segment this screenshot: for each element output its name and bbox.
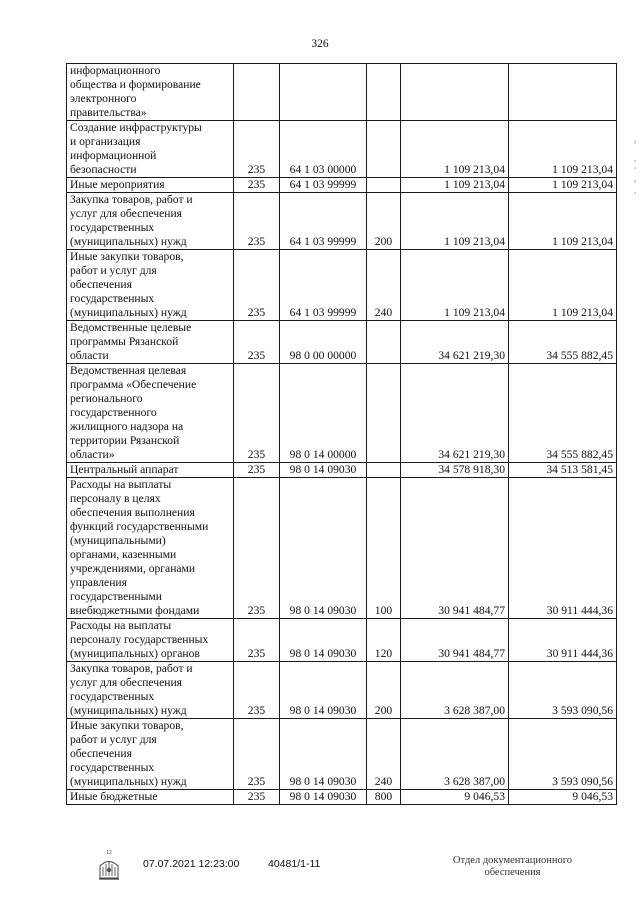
table-row — [67, 64, 617, 121]
table-row — [67, 364, 617, 463]
row-target-cell — [280, 64, 367, 121]
row-target-cell: 64 1 03 99999 — [280, 193, 367, 250]
row-amount-1-cell: 34 578 918,30 — [401, 463, 509, 478]
row-name-cell: Создание инфраструктуры и организация информационной безопасности — [67, 121, 234, 178]
row-amount-2-cell: 9 046,53 — [509, 790, 617, 805]
row-expense-type-cell: 200 — [367, 193, 401, 250]
row-amount-2-cell: 34 555 882,45 — [509, 364, 617, 463]
row-amount-2-cell: 1 109 213,04 — [509, 121, 617, 178]
row-amount-2-cell: 30 911 444,36 — [509, 478, 617, 619]
row-amount-1-cell: 1 109 213,04 — [401, 250, 509, 321]
row-code-cell — [234, 64, 280, 121]
row-amount-1-cell: 3 628 387,00 — [401, 662, 509, 719]
row-code-cell: 235 — [234, 719, 280, 790]
row-code-cell: 235 — [234, 321, 280, 364]
table-row — [67, 250, 617, 321]
row-code-cell: 235 — [234, 478, 280, 619]
row-amount-2-cell: 34 513 581,45 — [509, 463, 617, 478]
row-name-cell: Иные закупки товаров, работ и услуг для обеспечения государственных (муниципальных) нужд — [67, 719, 234, 790]
row-expense-type-cell: 240 — [367, 719, 401, 790]
table-row — [67, 719, 617, 790]
row-expense-type-cell — [367, 178, 401, 193]
row-expense-type-cell — [367, 463, 401, 478]
row-target-cell: 64 1 03 00000 — [280, 121, 367, 178]
row-expense-type-cell: 800 — [367, 790, 401, 805]
row-amount-2-cell — [509, 64, 617, 121]
table-row — [67, 321, 617, 364]
row-code-cell: 235 — [234, 619, 280, 662]
row-expense-type-cell — [367, 64, 401, 121]
row-target-cell: 98 0 00 00000 — [280, 321, 367, 364]
row-amount-2-cell: 1 109 213,04 — [509, 193, 617, 250]
row-amount-2-cell: 3 593 090,56 — [509, 719, 617, 790]
row-name-cell: информационного общества и формирование электронного правительства» — [67, 64, 234, 121]
row-name-cell: Иные бюджетные — [67, 790, 234, 805]
row-amount-1-cell: 1 109 213,04 — [401, 178, 509, 193]
row-name-cell: Закупка товаров, работ и услуг для обеспечения государственных (муниципальных) нужд — [67, 193, 234, 250]
row-amount-1-cell: 1 109 213,04 — [401, 193, 509, 250]
emblem-icon — [96, 848, 122, 882]
row-target-cell: 98 0 14 09030 — [280, 478, 367, 619]
row-amount-1-cell: 30 941 484,77 — [401, 478, 509, 619]
footer — [0, 848, 640, 888]
table-row — [67, 178, 617, 193]
row-amount-2-cell: 3 593 090,56 — [509, 662, 617, 719]
table-row — [67, 662, 617, 719]
row-amount-2-cell: 1 109 213,04 — [509, 250, 617, 321]
row-code-cell: 235 — [234, 121, 280, 178]
row-code-cell: 235 — [234, 463, 280, 478]
row-amount-2-cell: 1 109 213,04 — [509, 178, 617, 193]
row-target-cell: 64 1 03 99999 — [280, 250, 367, 321]
row-code-cell: 235 — [234, 790, 280, 805]
margin-marks — [632, 140, 638, 200]
row-expense-type-cell: 200 — [367, 662, 401, 719]
footer-department: Отдел документационного обеспечения — [452, 855, 573, 878]
row-target-cell: 98 0 14 09030 — [280, 463, 367, 478]
row-amount-1-cell: 1 109 213,04 — [401, 121, 509, 178]
row-amount-2-cell: 34 555 882,45 — [509, 321, 617, 364]
budget-table — [66, 63, 617, 805]
row-name-cell: Ведомственная целевая программа «Обеспечение регионального государственного жилищного надзора на территории Рязанской области» — [67, 364, 234, 463]
row-name-cell: Расходы на выплаты персоналу государственных (муниципальных) органов — [67, 619, 234, 662]
row-target-cell: 98 0 14 09030 — [280, 719, 367, 790]
row-code-cell: 235 — [234, 250, 280, 321]
row-expense-type-cell — [367, 364, 401, 463]
row-target-cell: 98 0 14 09030 — [280, 790, 367, 805]
row-target-cell: 98 0 14 09030 — [280, 619, 367, 662]
row-expense-type-cell — [367, 321, 401, 364]
row-name-cell: Иные мероприятия — [67, 178, 234, 193]
row-amount-1-cell: 34 621 219,30 — [401, 364, 509, 463]
row-name-cell: Центральный аппарат — [67, 463, 234, 478]
footer-doc-id: 40481/1-11 — [268, 858, 321, 870]
row-code-cell: 235 — [234, 193, 280, 250]
row-name-cell: Закупка товаров, работ и услуг для обеспечения государственных (муниципальных) нужд — [67, 662, 234, 719]
row-expense-type-cell: 100 — [367, 478, 401, 619]
row-amount-1-cell: 9 046,53 — [401, 790, 509, 805]
table-row — [67, 478, 617, 619]
emblem-number: 12 — [106, 850, 112, 856]
footer-date: 07.07.2021 12:23:00 — [143, 858, 240, 870]
page-number: 326 — [311, 38, 329, 50]
row-amount-1-cell: 3 628 387,00 — [401, 719, 509, 790]
row-name-cell: Расходы на выплаты персоналу в целях обеспечения выполнения функций государственными (муниципальными) органами, казенными учреждениями, органами управления государственными внебюджетными фондами — [67, 478, 234, 619]
table-row — [67, 619, 617, 662]
row-code-cell: 235 — [234, 364, 280, 463]
table-row — [67, 463, 617, 478]
row-target-cell: 98 0 14 09030 — [280, 662, 367, 719]
table-row — [67, 121, 617, 178]
row-expense-type-cell: 240 — [367, 250, 401, 321]
row-code-cell: 235 — [234, 178, 280, 193]
row-amount-1-cell: 30 941 484,77 — [401, 619, 509, 662]
row-expense-type-cell: 120 — [367, 619, 401, 662]
row-code-cell: 235 — [234, 662, 280, 719]
row-target-cell: 64 1 03 99999 — [280, 178, 367, 193]
row-amount-1-cell: 34 621 219,30 — [401, 321, 509, 364]
row-name-cell: Ведомственные целевые программы Рязанской области — [67, 321, 234, 364]
row-amount-2-cell: 30 911 444,36 — [509, 619, 617, 662]
row-name-cell: Иные закупки товаров, работ и услуг для обеспечения государственных (муниципальных) нужд — [67, 250, 234, 321]
row-amount-1-cell — [401, 64, 509, 121]
row-expense-type-cell — [367, 121, 401, 178]
table-row — [67, 193, 617, 250]
table-row — [67, 790, 617, 805]
row-target-cell: 98 0 14 00000 — [280, 364, 367, 463]
